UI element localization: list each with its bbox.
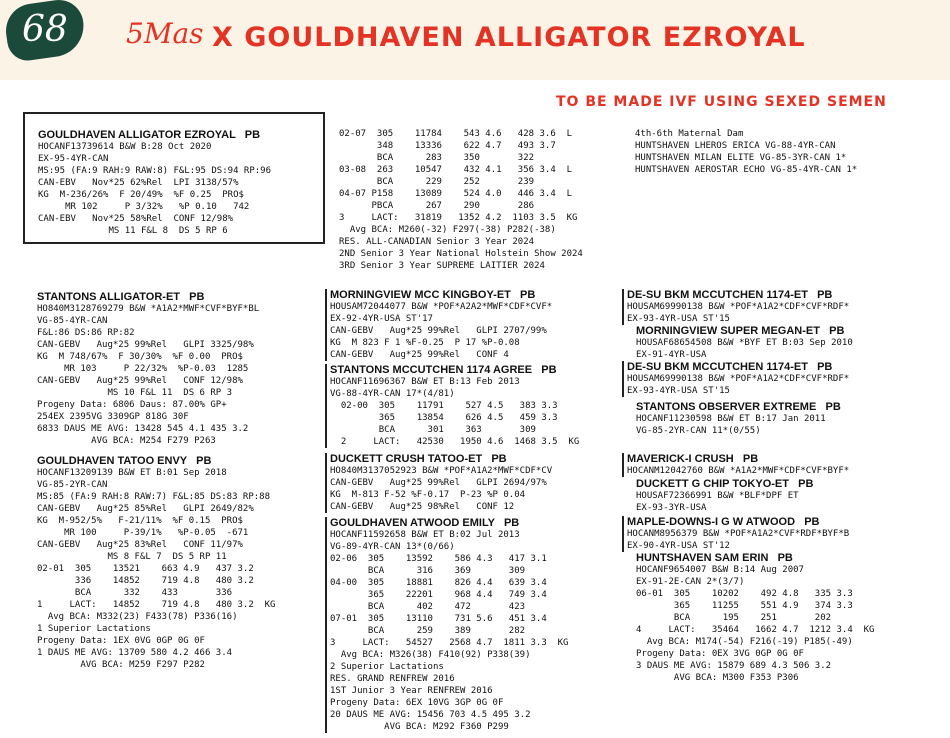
sire-dam bbox=[325, 364, 579, 448]
info-line: 6833 DAUS ME AVG: 13428 545 4.1 435 3.2 bbox=[37, 424, 249, 434]
info-line: EX-91-4YR-USA bbox=[636, 350, 707, 360]
brand-script: 5Mas bbox=[126, 17, 204, 50]
info-line: AVG BCA: M259 F297 P282 bbox=[37, 660, 205, 670]
animal-name: MORNINGVIEW MCC KINGBOY-ET PB bbox=[330, 289, 536, 301]
info-line: HOCANF11696367 B&W ET B:13 Feb 2013 bbox=[330, 377, 520, 387]
info-line: AVG BCA: M292 F360 P299 bbox=[330, 722, 509, 732]
info-line: HOUSAM69990138 B&W *POF*A1A2*CDF*CVF*RDF* bbox=[627, 302, 850, 312]
info-line: HUNTSHAVEN MILAN ELITE VG-85-3YR-CAN 1* bbox=[635, 153, 847, 163]
dam-sire-sire bbox=[622, 453, 849, 477]
dam bbox=[37, 455, 275, 671]
animal-name: DUCKETT G CHIP TOKYO-ET PB bbox=[636, 478, 814, 490]
info-line: 336 14852 719 4.8 480 3.2 bbox=[37, 576, 254, 586]
info-line: EX-90-4YR-USA ST'12 bbox=[627, 541, 730, 551]
info-line: HOCANM8956379 B&W *POF*A1A2*CVF*RDF*BYF*B bbox=[627, 529, 850, 539]
dam-dam-sire bbox=[622, 516, 849, 552]
animal-name: STANTONS ALLIGATOR-ET PB bbox=[37, 291, 205, 303]
info-line: BCA 301 363 309 bbox=[330, 425, 536, 435]
info-line: RES. GRAND RENFREW 2016 bbox=[330, 674, 455, 684]
info-line: 1 DAUS ME AVG: 13709 580 4.2 466 3.4 bbox=[37, 648, 233, 658]
info-line: MS 8 F&L 7 DS 5 RP 11 bbox=[37, 552, 227, 562]
info-line: 02-07 305 11784 543 4.6 428 3.6 L bbox=[339, 129, 572, 139]
info-line: VG-85-4YR-CAN bbox=[37, 316, 108, 326]
info-line: CAN-GEBV Aug*25 83%Rel CONF 11/97% bbox=[37, 540, 243, 550]
animal-name: STANTONS MCCUTCHEN 1174 AGREE PB bbox=[330, 364, 557, 376]
info-line: Avg BCA: M174(-54) F216(-19) P185(-49) bbox=[636, 637, 853, 647]
info-line: 2 LACT: 42530 1950 4.6 1468 3.5 KG bbox=[330, 437, 580, 447]
info-line: Avg BCA: M326(38) F410(92) P338(39) bbox=[330, 650, 531, 660]
ivf-subtitle: TO BE MADE IVF USING SEXED SEMEN bbox=[556, 94, 887, 110]
animal-name: GOULDHAVEN ATWOOD EMILY PB bbox=[330, 517, 520, 529]
info-line: HOCANF13209139 B&W ET B:01 Sep 2018 bbox=[37, 468, 227, 478]
info-line: 3 DAUS ME AVG: 15879 689 4.3 506 3.2 bbox=[636, 661, 832, 671]
animal-name: MORNINGVIEW SUPER MEGAN-ET PB bbox=[636, 325, 845, 337]
info-line: HO840M3128769279 B&W *A1A2*MWF*CVF*BYF*BL bbox=[37, 304, 260, 314]
dam-records bbox=[339, 128, 583, 272]
animal-name: DE-SU BKM MCCUTCHEN 1174-ET PB bbox=[627, 361, 833, 373]
info-line: Progeny Data: 1EX 0VG 0GP 0G 0F bbox=[37, 636, 205, 646]
dam-sire bbox=[325, 453, 552, 513]
sire-sire-dam bbox=[636, 325, 853, 361]
info-line: KG M 748/67% F 30/30% %F 0.00 PRO$ bbox=[37, 352, 243, 362]
sire-dam-sire bbox=[622, 361, 849, 397]
info-line: BCA 402 472 423 bbox=[330, 602, 526, 612]
info-line: KG M-813 F-52 %F-0.17 P-23 %P 0.04 bbox=[330, 490, 526, 500]
info-line: 04-00 305 18881 826 4.4 639 3.4 bbox=[330, 578, 547, 588]
info-line: HUNTSHAVEN LHEROS ERICA VG-88-4YR-CAN bbox=[635, 141, 836, 151]
info-line: 20 DAUS ME AVG: 15456 703 4.5 495 3.2 bbox=[330, 710, 531, 720]
sire-sire bbox=[325, 289, 552, 361]
lot-title: X GOULDHAVEN ALLIGATOR EZROYAL bbox=[212, 22, 806, 53]
info-line: VG-89-4YR-CAN 13*(0/66) bbox=[330, 542, 455, 552]
info-line: VG-88-4YR-CAN 17*(4/81) bbox=[330, 389, 455, 399]
info-line: 4th-6th Maternal Dam bbox=[635, 129, 744, 139]
info-line: HO840M3137052923 B&W *POF*A1A2*MWF*CDF*CV bbox=[330, 466, 553, 476]
info-line: EX-93-4YR-USA ST'15 bbox=[627, 386, 730, 396]
info-line: F&L:86 DS:86 RP:82 bbox=[37, 328, 135, 338]
info-line: MR 103 P 22/32% %P-0.03 1285 bbox=[37, 364, 249, 374]
sire bbox=[37, 291, 259, 447]
info-line: 02-00 305 11791 527 4.5 383 3.3 bbox=[330, 401, 558, 411]
info-line: 04-07 P158 13089 524 4.0 446 3.4 L bbox=[339, 189, 572, 199]
info-line: HOCANF11592658 B&W ET B:02 Jul 2013 bbox=[330, 530, 520, 540]
sire-sire-sire bbox=[622, 289, 849, 325]
info-line: RES. ALL-CANADIAN Senior 3 Year 2024 bbox=[339, 237, 535, 247]
info-line: EX-95-4YR-CAN bbox=[38, 154, 109, 164]
animal-name: GOULDHAVEN TATOO ENVY PB bbox=[37, 455, 212, 467]
info-line: Progeny Data: 6806 Daus: 87.00% GP+ bbox=[37, 400, 227, 410]
info-line: 02-01 305 13521 663 4.9 437 3.2 bbox=[37, 564, 254, 574]
info-line: 1 LACT: 14852 719 4.8 480 3.2 KG bbox=[37, 600, 276, 610]
info-line: HOCANM12042760 B&W *A1A2*MWF*CDF*CVF*BYF* bbox=[627, 466, 850, 476]
animal-name: HUNTSHAVEN SAM ERIN PB bbox=[636, 552, 793, 564]
info-line: Avg BCA: M260(-32) F297(-38) P282(-38) bbox=[339, 225, 556, 235]
info-line: EX-91-2E-CAN 2*(3/7) bbox=[636, 577, 745, 587]
animal-name: DE-SU BKM MCCUTCHEN 1174-ET PB bbox=[627, 289, 833, 301]
info-line: CAN-GEBV Aug*25 99%Rel CONF 4 bbox=[330, 350, 509, 360]
info-line: HOUSAM72044077 B&W *POF*A2A2*MWF*CDF*CVF* bbox=[330, 302, 553, 312]
animal-name: DUCKETT CRUSH TATOO-ET PB bbox=[330, 453, 507, 465]
info-line: Progeny Data: 6EX 10VG 3GP 0G 0F bbox=[330, 698, 504, 708]
info-line: MR 100 P-39/1% %P-0.05 -671 bbox=[37, 528, 249, 538]
animal-name: STANTONS OBSERVER EXTREME PB bbox=[636, 401, 841, 413]
dam-dam bbox=[325, 517, 568, 733]
info-line: BCA 332 433 336 bbox=[37, 588, 233, 598]
info-line: AVG BCA: M300 F353 P306 bbox=[636, 673, 799, 683]
info-line: Progeny Data: 0EX 3VG 0GP 0G 0F bbox=[636, 649, 804, 659]
info-line: BCA 195 251 202 bbox=[636, 613, 832, 623]
info-line: 03-08 263 10547 432 4.1 356 3.4 L bbox=[339, 165, 572, 175]
info-line: AVG BCA: M254 F279 P263 bbox=[37, 436, 216, 446]
info-line: EX-93-4YR-USA ST'15 bbox=[627, 314, 730, 324]
info-line: 1 Superior Lactations bbox=[37, 624, 151, 634]
info-line: CAN-GEBV Aug*25 99%Rel GLPI 2707/99% bbox=[330, 326, 547, 336]
info-line: KG M 823 F 1 %F-0.25 P 17 %P-0.08 bbox=[330, 338, 520, 348]
info-line: BCA 229 252 239 bbox=[339, 177, 535, 187]
animal-name: MAVERICK-I CRUSH PB bbox=[627, 453, 759, 465]
info-line: 02-06 305 13592 586 4.3 417 3.1 bbox=[330, 554, 547, 564]
info-line: HOUSAM69990138 B&W *POF*A1A2*CDF*CVF*RDF* bbox=[627, 374, 850, 384]
info-line: VG-85-2YR-CAN bbox=[37, 480, 108, 490]
info-line: BCA 316 369 309 bbox=[330, 566, 526, 576]
info-line: MR 102 P 3/32% %P 0.10 742 bbox=[38, 202, 250, 212]
info-line: PBCA 267 290 286 bbox=[339, 201, 535, 211]
info-line: 254EX 2395VG 3309GP 818G 30F bbox=[37, 412, 189, 422]
info-line: 1ST Junior 3 Year RENFREW 2016 bbox=[330, 686, 493, 696]
info-line: BCA 283 350 322 bbox=[339, 153, 535, 163]
info-line: HUNTSHAVEN AEROSTAR ECHO VG-85-4YR-CAN 1* bbox=[635, 165, 858, 175]
info-line: 3RD Senior 3 Year SUPREME LAITIER 2024 bbox=[339, 261, 545, 271]
info-line: VG-85-2YR-CAN 11*(0/55) bbox=[636, 426, 761, 436]
info-line: MS 10 F&L 11 DS 6 RP 3 bbox=[37, 388, 233, 398]
info-line: 2ND Senior 3 Year National Holstein Show 2024 bbox=[339, 249, 583, 259]
info-line: MS:85 (FA:9 RAH:8 RAW:7) F&L:85 DS:83 RP:88 bbox=[37, 492, 270, 502]
info-line: Avg BCA: M332(23) F433(78) P336(16) bbox=[37, 612, 238, 622]
info-line: KG M-952/5% F-21/11% %F 0.15 PRO$ bbox=[37, 516, 243, 526]
info-line: HOCANF11230598 B&W ET B:17 Jan 2011 bbox=[636, 414, 826, 424]
info-line: 365 13854 626 4.5 459 3.3 bbox=[330, 413, 558, 423]
info-line: 3 LACT: 31819 1352 4.2 1103 3.5 KG bbox=[339, 213, 578, 223]
info-line: CAN-GEBV Aug*25 99%Rel CONF 12/98% bbox=[37, 376, 243, 386]
info-line: 07-01 305 13110 731 5.6 451 3.4 bbox=[330, 614, 547, 624]
dam-dam-dam bbox=[636, 552, 874, 684]
info-line: CAN-GEBV Aug*25 98%Rel CONF 12 bbox=[330, 502, 515, 512]
sire-dam-dam bbox=[636, 401, 841, 437]
info-line: HOUSAF68654508 B&W *BYF ET B:03 Sep 2010 bbox=[636, 338, 853, 348]
maternal-dams bbox=[635, 128, 857, 176]
info-line: HOUSAF72366991 B&W *BLF*DPF ET bbox=[636, 491, 799, 501]
info-line: CAN-GEBV Aug*25 99%Rel GLPI 3325/98% bbox=[37, 340, 254, 350]
info-line: MS:95 (FA:9 RAH:9 RAW:8) F&L:95 DS:94 RP:96 bbox=[38, 166, 271, 176]
info-line: BCA 259 389 282 bbox=[330, 626, 526, 636]
info-line: 3 LACT: 54527 2568 4.7 1811 3.3 KG bbox=[330, 638, 569, 648]
info-line: HOCANF13739614 B&W B:28 Oct 2020 bbox=[38, 142, 212, 152]
info-line: KG M-236/26% F 20/49% %F 0.25 PRO$ bbox=[38, 190, 244, 200]
info-line: EX-93-3YR-USA bbox=[636, 503, 707, 513]
main-animal bbox=[38, 129, 271, 237]
info-line: 365 22201 968 4.4 749 3.4 bbox=[330, 590, 547, 600]
info-line: HOCANF9654007 B&W B:14 Aug 2007 bbox=[636, 565, 804, 575]
info-line: 06-01 305 10202 492 4.8 335 3.3 bbox=[636, 589, 853, 599]
animal-name: GOULDHAVEN ALLIGATOR EZROYAL PB bbox=[38, 129, 261, 141]
animal-name: MAPLE-DOWNS-I G W ATWOOD PB bbox=[627, 516, 820, 528]
dam-sire-dam bbox=[636, 478, 813, 514]
info-line: 365 11255 551 4.9 374 3.3 bbox=[636, 601, 853, 611]
lot-number: 68 bbox=[22, 9, 68, 50]
info-line: 2 Superior Lactations bbox=[330, 662, 444, 672]
info-line: CAN-EBV Nov*25 62%Rel LPI 3138/57% bbox=[38, 178, 239, 188]
info-line: 4 LACT: 35464 1662 4.7 1212 3.4 KG bbox=[636, 625, 875, 635]
info-line: CAN-GEBV Aug*25 85%Rel GLPI 2649/82% bbox=[37, 504, 254, 514]
info-line: 348 13336 622 4.7 493 3.7 bbox=[339, 141, 556, 151]
info-line: CAN-EBV Nov*25 58%Rel CONF 12/98% bbox=[38, 214, 234, 224]
info-line: CAN-GEBV Aug*25 99%Rel GLPI 2694/97% bbox=[330, 478, 547, 488]
info-line: MS 11 F&L 8 DS 5 RP 6 bbox=[38, 226, 228, 236]
info-line: EX-92-4YR-USA ST'17 bbox=[330, 314, 433, 324]
header-band bbox=[0, 0, 950, 80]
